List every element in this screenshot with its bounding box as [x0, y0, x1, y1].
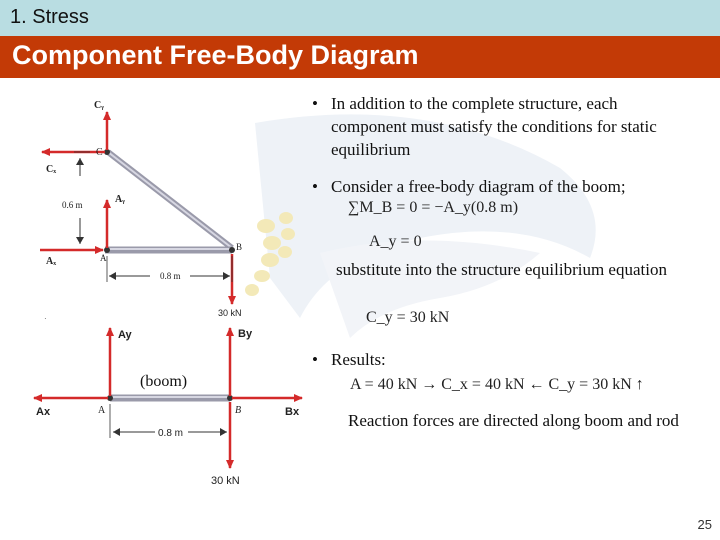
label-cx: Cₓ: [46, 164, 57, 175]
slide-title: Component Free-Body Diagram: [12, 40, 419, 70]
label-c: C: [96, 147, 103, 158]
substitute-text: substitute into the structure equilibrium equation: [336, 260, 667, 279]
fbd-label-a: A: [98, 405, 106, 416]
conclusion-text: Reaction forces are directed along boom and rod: [348, 411, 679, 430]
svg-text:·: ·: [44, 314, 47, 323]
fbd-label-ax: Ax: [36, 406, 51, 418]
ay-equation: A_y = 0: [369, 233, 422, 250]
moment-equation: ∑M_B = 0 = −A_y(0.8 m): [348, 199, 519, 216]
fbd-label-0-8m: 0.8 m: [158, 428, 184, 439]
fbd-label-ay: Ay: [118, 329, 132, 341]
boom-free-body-diagram: [34, 328, 302, 487]
bullet-equilibrium: • In addition to the complete structure, each component must satisfy the conditions for static equilibrium: [312, 94, 657, 159]
section-title: 1. Stress: [10, 6, 89, 28]
fbd-label-boom: (boom): [140, 373, 188, 390]
title-bar: [0, 36, 720, 78]
label-0-8m: 0.8 m: [160, 271, 181, 281]
fbd-label-30kn: 30 kN: [211, 475, 240, 487]
label-ay: Aᵧ: [115, 194, 126, 205]
label-a: A: [100, 253, 107, 263]
pin-b: [229, 247, 235, 253]
label-cy: Cᵧ: [94, 100, 105, 111]
cy-equation: C_y = 30 kN: [366, 309, 450, 326]
results-equation: A = 40 kN → C_x = 40 kN ← C_y = 30 kN ↑: [350, 376, 644, 393]
label-30kn: 30 kN: [218, 308, 242, 318]
fbd-label-by: By: [238, 328, 253, 340]
fbd-label-bx: Bx: [285, 406, 300, 418]
bullet-boom-fbd: • Consider a free-body diagram of the boom;: [312, 177, 626, 196]
page-number: 25: [697, 517, 712, 532]
label-0-6m: 0.6 m: [62, 200, 83, 210]
fbd-label-b: B: [235, 405, 242, 416]
bullet-results: • Results:: [312, 350, 386, 369]
label-ax: Aₓ: [46, 256, 57, 267]
label-b: B: [236, 242, 243, 252]
header-bar: [0, 0, 720, 36]
